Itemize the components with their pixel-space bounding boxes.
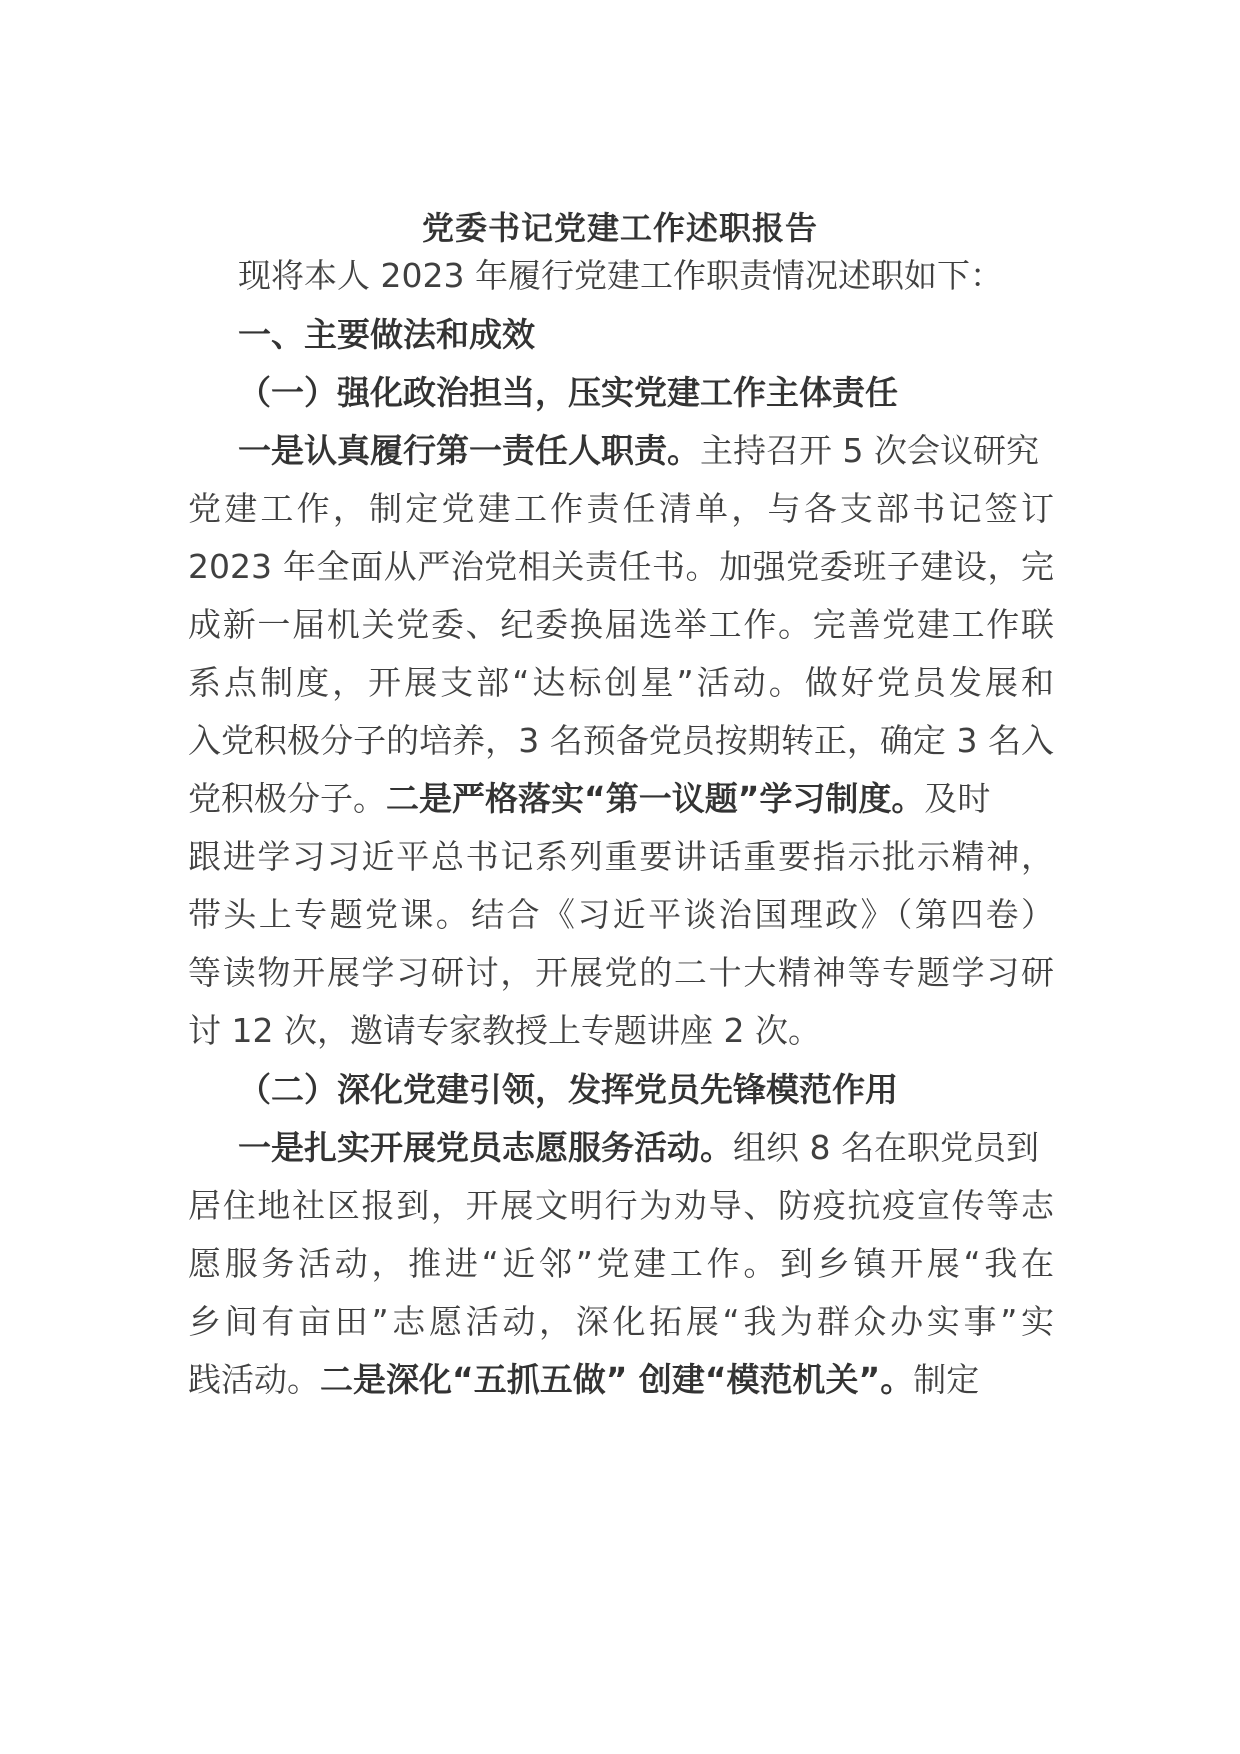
document-title: 党委书记党建工作述职报告 — [421, 209, 818, 247]
paragraph-lead-bold: 二是严格落实“第一议题”学习制度。 — [386, 779, 925, 818]
paragraph-line — [188, 1347, 1054, 1413]
paragraph-line: 带头上专题党课。结合《习近平谈治国理政》（第四卷） — [188, 895, 1054, 934]
paragraph-text: 主持召开 5 次会议研究 — [700, 431, 1039, 470]
paragraph-lead-bold: 一是扎实开展党员志愿服务活动。 — [238, 1128, 733, 1167]
intro-paragraph: 现将本人 2023 年履行党建工作职责情况述职如下： — [238, 256, 1003, 295]
paragraph-text: 及时 — [924, 779, 991, 818]
paragraph-line: 跟进学习习近平总书记系列重要讲话重要指示批示精神， — [188, 837, 1054, 876]
paragraph-line: 党建工作，制定党建工作责任清单，与各支部书记签订 — [188, 489, 1054, 528]
subsection-heading-2: （二）深化党建引领，发挥党员先锋模范作用 — [238, 1070, 898, 1109]
paragraph-text: 组织 8 名在职党员到 — [733, 1128, 1039, 1167]
paragraph-line: 成新一届机关党委、纪委换届选举工作。完善党建工作联 — [188, 605, 1054, 644]
paragraph-text: 制定 — [913, 1360, 980, 1399]
paragraph-line: 讨 12 次，邀请专家教授上专题讲座 2 次。 — [188, 1011, 821, 1050]
section-heading-1: 一、主要做法和成效 — [238, 315, 535, 354]
paragraph-line: 愿服务活动，推进“近邻”党建工作。到乡镇开展“我在 — [188, 1244, 1054, 1283]
paragraph-text: 党积极分子。 — [188, 779, 386, 818]
subsection-heading-1: （一）强化政治担当，压实党建工作主体责任 — [238, 373, 898, 412]
paragraph-line: 系点制度，开展支部“达标创星”活动。做好党员发展和 — [188, 663, 1054, 702]
paragraph-line: 居住地社区报到，开展文明行为劝导、防疫抗疫宣传等志 — [188, 1186, 1054, 1225]
paragraph-line — [188, 766, 1054, 832]
paragraph-line: 入党积极分子的培养，3 名预备党员按期转正，确定 3 名入 — [188, 721, 1054, 760]
paragraph-lead-bold: 二是深化“五抓五做” 创建“模范机关”。 — [320, 1360, 914, 1399]
paragraph-line — [238, 1115, 1039, 1181]
paragraph-line: 乡间有亩田”志愿活动，深化拓展“我为群众办实事”实 — [188, 1302, 1054, 1341]
paragraph-lead-bold: 一是认真履行第一责任人职责。 — [238, 431, 700, 470]
paragraph-line: 2023 年全面从严治党相关责任书。加强党委班子建设，完 — [188, 547, 1054, 586]
paragraph-text: 践活动。 — [188, 1360, 320, 1399]
paragraph-line: 等读物开展学习研讨，开展党的二十大精神等专题学习研 — [188, 953, 1054, 992]
paragraph-line — [238, 418, 1039, 484]
